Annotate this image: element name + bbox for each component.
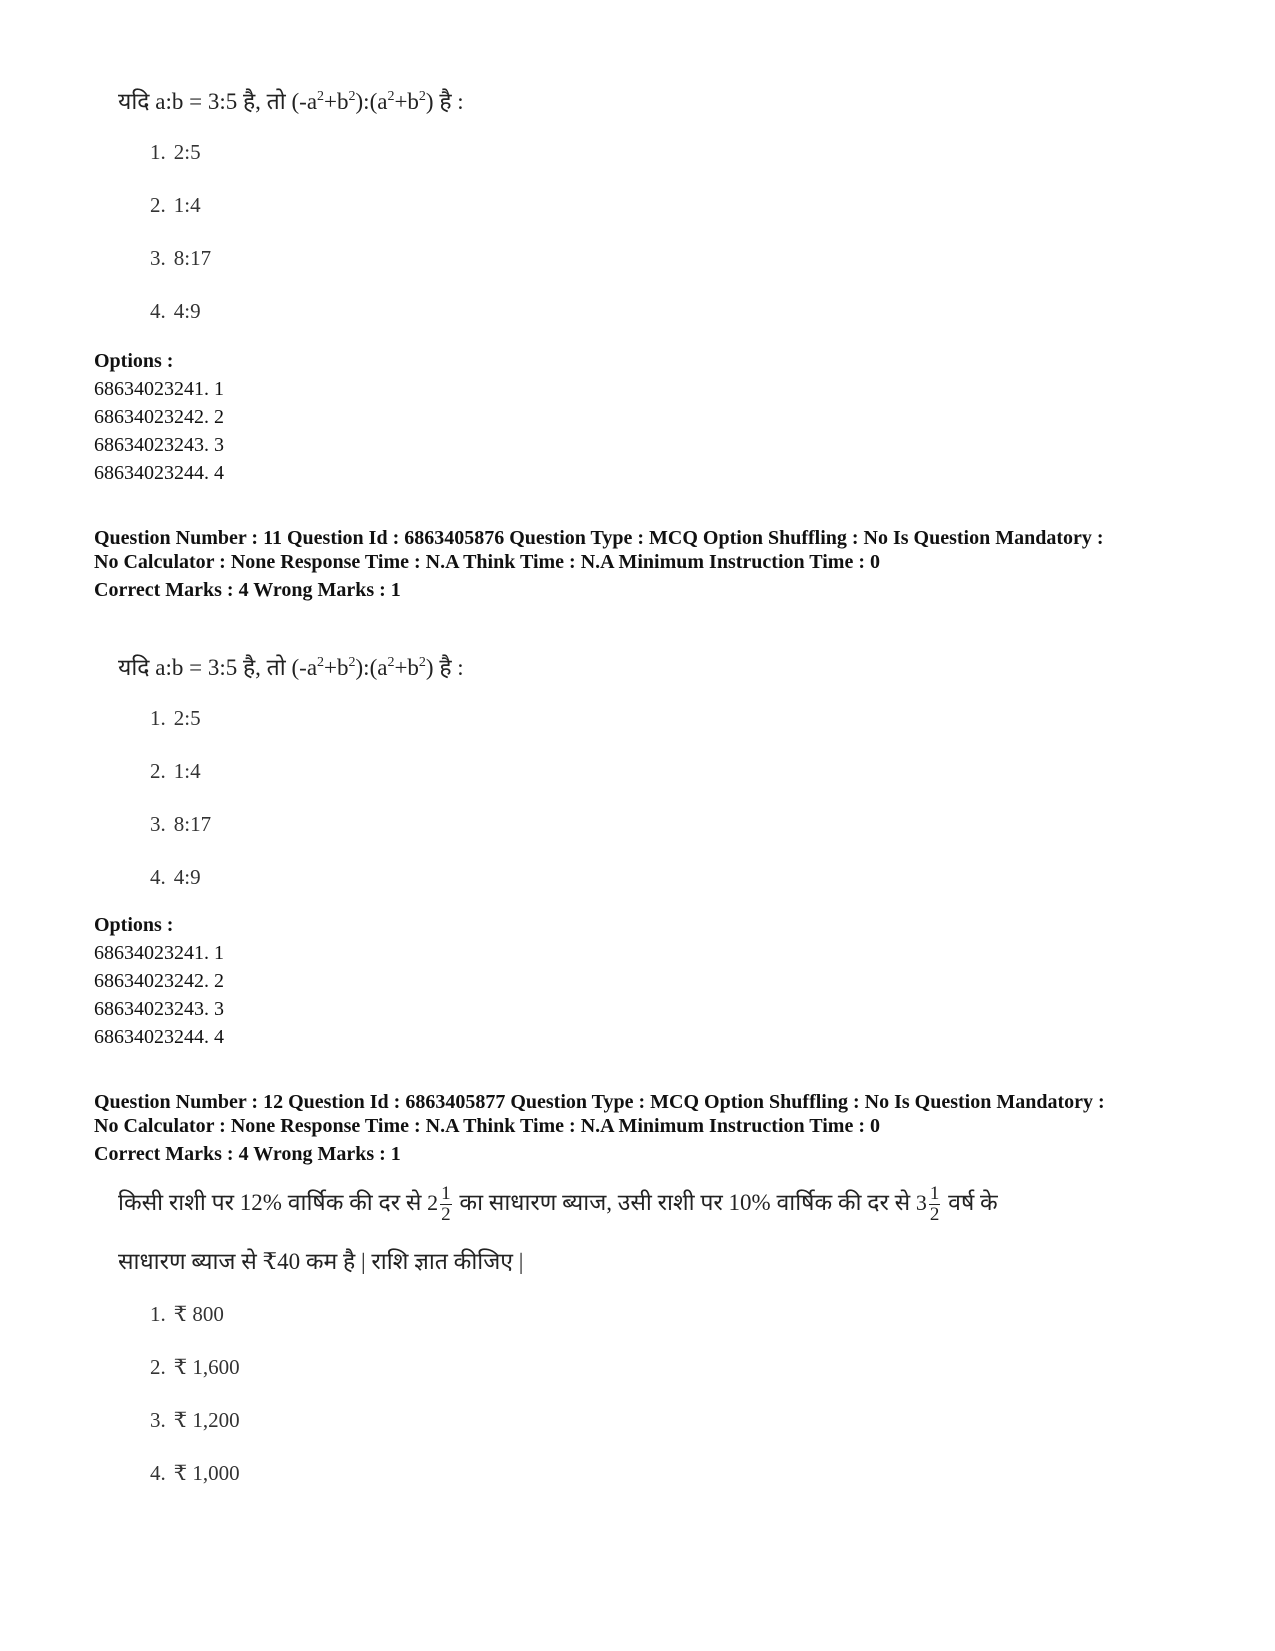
- fraction: $\frac{1}{2}$: [929, 1183, 940, 1225]
- choice-item: 2. ₹ 1,600: [150, 1355, 240, 1379]
- options-label: Options :: [94, 350, 174, 372]
- choice-item: 3. 8:17: [150, 812, 212, 836]
- question-meta: Question Number : 12 Question Id : 6863405877 Question Type : MCQ Option Shuffling : No Is Question Mandatory : No Calculator : None Response Time : N.A Think Time : N.A Minimum Instruction Time : 0 Correct Marks : 4 Wrong Marks : 1: [94, 1091, 1105, 1165]
- question-text: यदि a:b = 3:5 है, तो $(-a^2+b^2):(a^2+b^2)$ है :: [118, 655, 464, 680]
- choice-item: 1. 2:5: [150, 706, 201, 730]
- question-text-line2: साधारण ब्याज से ₹40 कम है | राशि ज्ञात कीजिए |: [118, 1249, 524, 1274]
- choice-item: 1. ₹ 800: [150, 1302, 224, 1326]
- choice-item: 3. ₹ 1,200: [150, 1408, 240, 1432]
- choice-item: 3. 8:17: [150, 246, 212, 270]
- option-id: 68634023241. 1: [94, 378, 224, 400]
- question-text: किसी राशी पर 12% वार्षिक की दर से 2 $\frac{1}{2}$ का साधारण ब्याज, उसी राशी पर 10% वार्षिक की दर से 3 $\frac{1}{2}$ वर्ष के: [118, 1183, 998, 1225]
- option-id: 68634023242. 2: [94, 406, 224, 428]
- question-meta: Question Number : 11 Question Id : 6863405876 Question Type : MCQ Option Shuffling : No Is Question Mandatory : No Calculator : None Response Time : N.A Think Time : N.A Minimum Instruction Time : 0 Correct Marks : 4 Wrong Marks : 1: [94, 527, 1104, 601]
- choice-item: 4. 4:9: [150, 299, 201, 323]
- choice-item: 4. ₹ 1,000: [150, 1461, 240, 1485]
- option-id: 68634023243. 3: [94, 998, 224, 1020]
- choice-item: 4. 4:9: [150, 865, 201, 889]
- options-label: Options :: [94, 914, 174, 936]
- option-id: 68634023244. 4: [94, 1026, 224, 1048]
- choice-item: 2. 1:4: [150, 759, 201, 783]
- option-id: 68634023242. 2: [94, 970, 224, 992]
- fraction: $\frac{1}{2}$: [441, 1183, 451, 1225]
- choice-item: 1. 2:5: [150, 140, 201, 164]
- option-id: 68634023244. 4: [94, 462, 224, 484]
- option-id: 68634023243. 3: [94, 434, 224, 456]
- choice-item: 2. 1:4: [150, 193, 201, 217]
- question-text: यदि a:b = 3:5 है, तो $(-a^2+b^2):(a^2+b^2)$ है :: [118, 89, 464, 114]
- option-id: 68634023241. 1: [94, 942, 224, 964]
